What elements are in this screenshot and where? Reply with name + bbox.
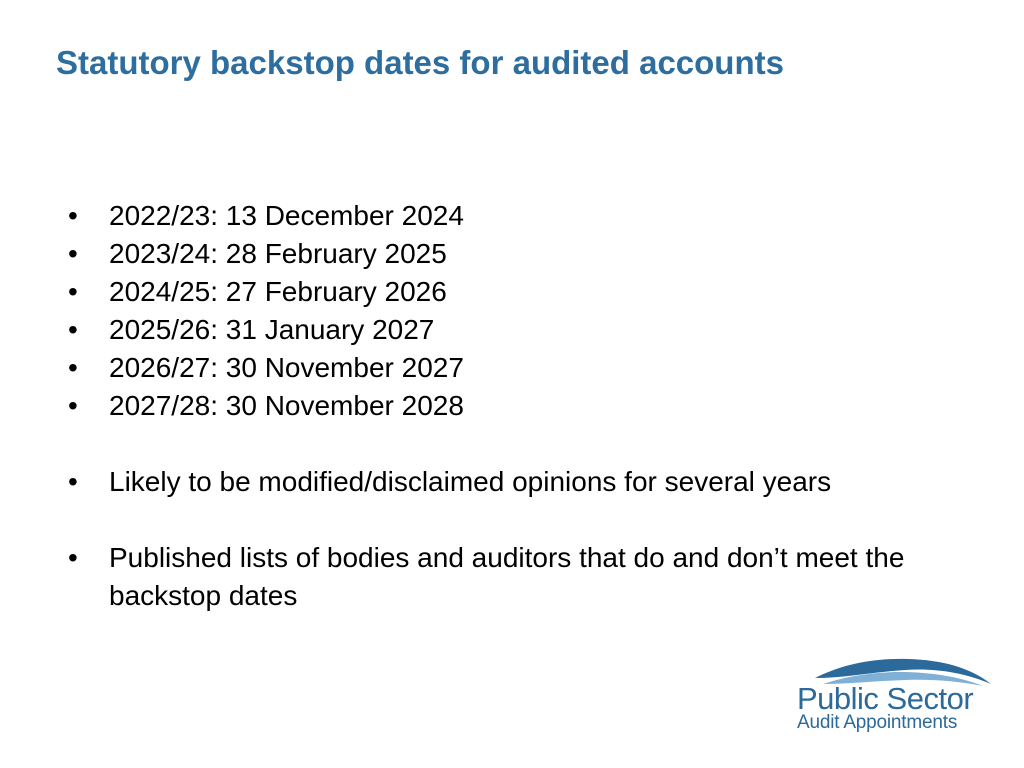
date-item bbox=[68, 311, 968, 349]
note-item bbox=[68, 539, 968, 615]
date-item-text: 2026/27: 30 November 2027 bbox=[109, 352, 464, 383]
date-item bbox=[68, 387, 968, 425]
logo-text-line2: Audit Appointments bbox=[797, 712, 958, 733]
date-item bbox=[68, 197, 968, 235]
bullet-icon: • bbox=[68, 390, 78, 421]
date-item bbox=[68, 349, 968, 387]
bullet-icon: • bbox=[68, 200, 78, 231]
logo-text-line1: Public Sector bbox=[797, 681, 974, 716]
bullet-icon: • bbox=[68, 238, 78, 269]
note-item bbox=[68, 463, 968, 501]
date-item bbox=[68, 273, 968, 311]
date-item-text: 2027/28: 30 November 2028 bbox=[109, 390, 464, 421]
bullet-icon: • bbox=[68, 314, 78, 345]
date-item bbox=[68, 235, 968, 273]
spacer bbox=[68, 501, 968, 539]
bullet-icon: • bbox=[68, 352, 78, 383]
bullet-icon: • bbox=[68, 276, 78, 307]
date-item-text: 2023/24: 28 February 2025 bbox=[109, 238, 447, 269]
psaa-logo bbox=[795, 648, 1000, 738]
spacer bbox=[68, 425, 968, 463]
date-item-text: 2024/25: 27 February 2026 bbox=[109, 276, 447, 307]
bullet-icon: • bbox=[68, 466, 78, 497]
note-item-text: Likely to be modified/disclaimed opinions for several years bbox=[109, 466, 832, 497]
bullet-icon: • bbox=[68, 542, 78, 573]
slide-title: Statutory backstop dates for audited accounts bbox=[56, 44, 784, 81]
note-item-text: Published lists of bodies and auditors that do and don’t meet the backstop dates bbox=[109, 542, 905, 611]
bullet-list bbox=[68, 197, 968, 615]
date-item-text: 2022/23: 13 December 2024 bbox=[109, 200, 464, 231]
date-item-text: 2025/26: 31 January 2027 bbox=[109, 314, 435, 345]
